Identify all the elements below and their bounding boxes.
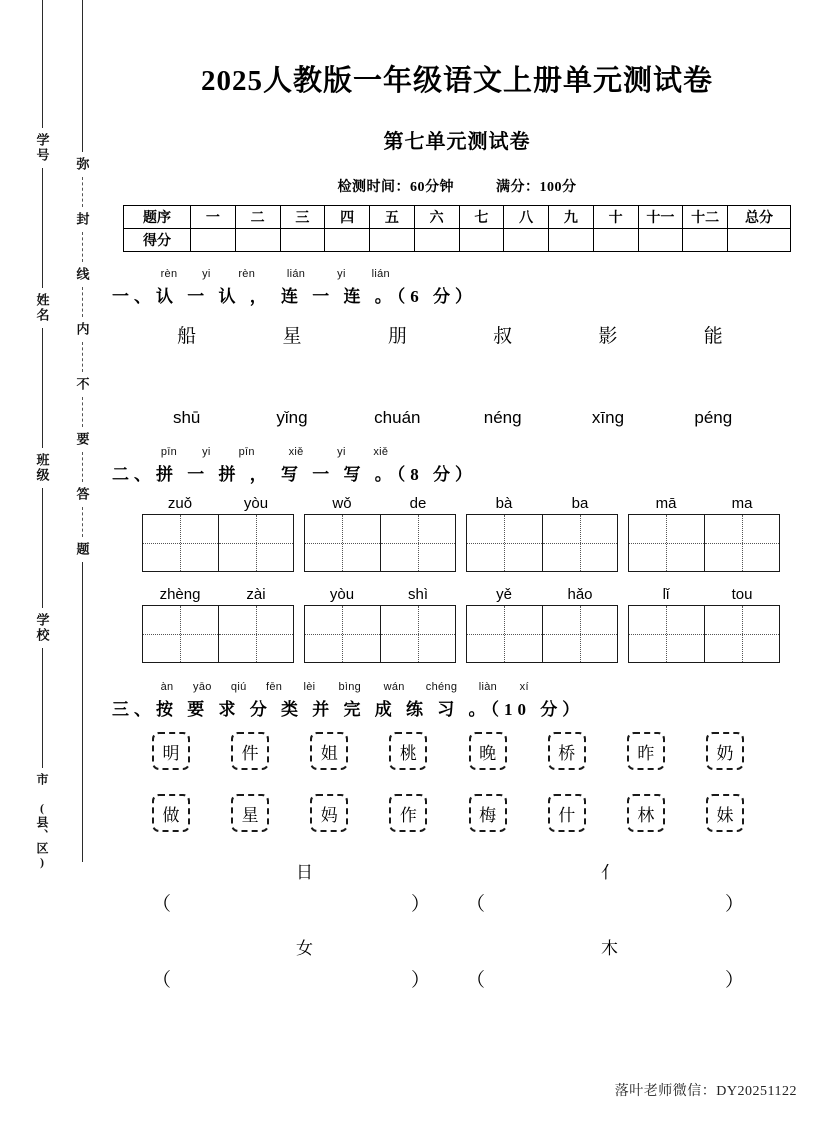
- section-3-pinyin: [112, 681, 802, 695]
- match-character[interactable]: 星: [282, 326, 302, 347]
- radical-label-ri: 日: [296, 863, 313, 882]
- radical-answer-row-1: [112, 889, 802, 916]
- section-1-character-row: [112, 321, 802, 348]
- student-info-column: [22, 0, 62, 1122]
- tianzige-box-pair[interactable]: [304, 514, 456, 572]
- pinyin-syllable: de: [409, 495, 427, 512]
- character-tile[interactable]: 姐: [310, 732, 348, 770]
- character-tile[interactable]: 什: [548, 794, 586, 832]
- pinyin-syllable: wǒ: [332, 495, 352, 512]
- score-col-11: 十一: [638, 206, 683, 229]
- match-pinyin[interactable]: néng: [483, 408, 522, 427]
- tianzige-box-pair[interactable]: [142, 605, 294, 663]
- seal-char-5: 不: [74, 377, 90, 392]
- score-cell-1[interactable]: [191, 229, 236, 252]
- pinyin-syllable: ba: [571, 495, 589, 512]
- paren-close: ）: [410, 970, 430, 991]
- pinyin-token: xí: [519, 681, 529, 693]
- pinyin-token: yāo: [193, 681, 212, 693]
- pinyin-syllable: shì: [407, 586, 428, 603]
- pinyin-token: lián: [371, 268, 390, 280]
- character-tile[interactable]: 妈: [310, 794, 348, 832]
- score-col-9: 九: [549, 206, 594, 229]
- score-cell-11[interactable]: [638, 229, 683, 252]
- score-cell-4[interactable]: [325, 229, 370, 252]
- answer-parens[interactable]: [448, 889, 762, 916]
- writing-group: [142, 495, 294, 572]
- paren-close: ）: [410, 894, 430, 915]
- character-tile[interactable]: 件: [231, 732, 269, 770]
- writing-group-pinyin: [628, 586, 780, 603]
- score-col-10: 十: [593, 206, 638, 229]
- score-col-5: 五: [370, 206, 415, 229]
- pinyin-token: àn: [160, 681, 174, 693]
- score-row-label-question: 题序: [124, 206, 191, 229]
- writing-group-pinyin: [628, 495, 780, 512]
- writing-group: [142, 586, 294, 663]
- pinyin-token: wán: [383, 681, 405, 693]
- character-tile[interactable]: 晚: [469, 732, 507, 770]
- section-1-title: 一、认 一 认 ， 连 一 连 。（6 分）: [112, 287, 477, 306]
- writing-group: [304, 495, 456, 572]
- writing-group: [304, 586, 456, 663]
- section-2-pinyin: [112, 446, 802, 460]
- seal-char-3: 线: [74, 267, 90, 282]
- score-cell-6[interactable]: [414, 229, 459, 252]
- pinyin-token: rèn: [238, 268, 256, 280]
- score-table: [123, 205, 791, 252]
- paper-content: [112, 0, 802, 1122]
- seal-char-6: 要: [74, 432, 90, 447]
- radical-answer-row-2: [112, 965, 802, 992]
- info-field-class: 班级: [34, 453, 50, 483]
- writing-group-pinyin: [466, 586, 618, 603]
- info-field-city-district: 市 (县、区): [35, 773, 49, 870]
- character-tile[interactable]: 梅: [469, 794, 507, 832]
- pinyin-token: yi: [202, 268, 211, 280]
- radical-group-2: [112, 934, 802, 992]
- tianzige-box-pair[interactable]: [304, 605, 456, 663]
- answer-parens[interactable]: [448, 965, 762, 992]
- tianzige-cell[interactable]: [629, 606, 704, 662]
- radical-label-mu: 木: [601, 939, 618, 958]
- character-tile[interactable]: 奶: [706, 732, 744, 770]
- writing-group: [466, 495, 618, 572]
- score-col-4: 四: [325, 206, 370, 229]
- exam-total-score: 满分：100分: [496, 180, 577, 195]
- pinyin-token: qiú: [230, 681, 247, 693]
- pinyin-syllable: yòu: [243, 495, 269, 512]
- radical-label-ren: 亻: [601, 863, 618, 882]
- score-col-7: 七: [459, 206, 504, 229]
- seal-char-1: 弥: [74, 157, 90, 172]
- writing-group: [628, 586, 780, 663]
- exam-meta: [112, 176, 802, 196]
- section-2: [112, 446, 802, 663]
- score-col-2: 二: [235, 206, 280, 229]
- score-col-1: 一: [191, 206, 236, 229]
- score-col-8: 八: [504, 206, 549, 229]
- tianzige-cell[interactable]: [218, 515, 294, 571]
- score-col-6: 六: [414, 206, 459, 229]
- tianzige-cell[interactable]: [305, 515, 380, 571]
- tianzige-cell[interactable]: [467, 515, 542, 571]
- score-cell-8[interactable]: [504, 229, 549, 252]
- section-1-pinyin: [112, 268, 802, 282]
- score-cell-12[interactable]: [683, 229, 728, 252]
- tianzige-cell[interactable]: [143, 606, 218, 662]
- info-field-name: 姓名: [34, 293, 50, 323]
- tianzige-cell[interactable]: [380, 606, 456, 662]
- score-row-label-score: 得分: [124, 229, 191, 252]
- match-character[interactable]: 影: [598, 326, 618, 347]
- pinyin-syllable: zhèng: [159, 586, 201, 603]
- pinyin-token: pīn: [238, 446, 255, 458]
- character-tile[interactable]: 明: [152, 732, 190, 770]
- score-col-total: 总分: [728, 206, 791, 229]
- character-tile[interactable]: 作: [389, 794, 427, 832]
- score-cell-7[interactable]: [459, 229, 504, 252]
- score-cell-2[interactable]: [235, 229, 280, 252]
- score-cell-10[interactable]: [593, 229, 638, 252]
- seal-char-7: 答: [74, 487, 90, 502]
- match-pinyin[interactable]: xīng: [591, 408, 625, 427]
- character-tile[interactable]: 桥: [548, 732, 586, 770]
- section-1-pinyin-row: [112, 408, 802, 428]
- writing-group: [628, 495, 780, 572]
- score-cell-9[interactable]: [549, 229, 594, 252]
- page-subtitle: 第七单元测试卷: [383, 131, 531, 153]
- character-tile[interactable]: 昨: [627, 732, 665, 770]
- table-row-question-no: [124, 206, 791, 229]
- pinyin-syllable: lǐ: [662, 586, 670, 603]
- character-tile[interactable]: 做: [152, 794, 190, 832]
- writing-group-pinyin: [304, 586, 456, 603]
- tianzige-cell[interactable]: [380, 515, 456, 571]
- pinyin-token: yi: [337, 268, 346, 280]
- tianzige-box-pair[interactable]: [628, 514, 780, 572]
- pinyin-token: pīn: [160, 446, 178, 458]
- exam-duration: 检测时间：60分钟: [337, 180, 454, 195]
- pinyin-token: rèn: [160, 268, 178, 280]
- pinyin-syllable: hǎo: [567, 586, 593, 603]
- pinyin-syllable: mā: [655, 495, 677, 512]
- tianzige-box-pair[interactable]: [628, 605, 780, 663]
- pinyin-token: yi: [202, 446, 211, 458]
- seal-char-2: 封: [74, 212, 90, 227]
- pinyin-token: bìng: [338, 681, 362, 693]
- writing-group: [466, 586, 618, 663]
- score-cell-total[interactable]: [728, 229, 791, 252]
- tianzige-cell[interactable]: [629, 515, 704, 571]
- radical-header-row-1: [112, 858, 802, 883]
- paren-open: （: [466, 894, 486, 915]
- pinyin-syllable: yòu: [329, 586, 355, 603]
- score-cell-5[interactable]: [370, 229, 415, 252]
- character-tile[interactable]: 星: [231, 794, 269, 832]
- writing-group-pinyin: [142, 586, 294, 603]
- radical-label-nv: 女: [296, 939, 313, 958]
- character-tile[interactable]: 林: [627, 794, 665, 832]
- writing-group-pinyin: [466, 495, 618, 512]
- tianzige-cell[interactable]: [704, 606, 780, 662]
- writing-group-pinyin: [304, 495, 456, 512]
- pinyin-syllable: bà: [495, 495, 513, 512]
- tianzige-box-pair[interactable]: [466, 605, 618, 663]
- character-tile-row-1: [112, 732, 802, 770]
- paren-open: （: [152, 970, 172, 991]
- table-row-score: [124, 229, 791, 252]
- score-col-12: 十二: [683, 206, 728, 229]
- score-col-3: 三: [280, 206, 325, 229]
- pinyin-token: yi: [337, 446, 346, 458]
- watermark-footer: 落叶老师微信：DY20251122: [614, 1084, 797, 1099]
- character-tile-row-2: [112, 794, 802, 832]
- pinyin-token: xiě: [373, 446, 389, 458]
- tianzige-cell[interactable]: [542, 606, 618, 662]
- pinyin-syllable: tou: [731, 586, 753, 603]
- tianzige-box-pair[interactable]: [142, 514, 294, 572]
- paren-open: （: [466, 970, 486, 991]
- radical-group-1: [112, 858, 802, 916]
- paren-close: ）: [724, 970, 744, 991]
- tianzige-cell[interactable]: [467, 606, 542, 662]
- seal-char-8: 题: [74, 542, 90, 557]
- paren-close: ）: [724, 894, 744, 915]
- pinyin-token: chéng: [425, 681, 458, 693]
- radical-header-row-2: [112, 934, 802, 959]
- answer-parens[interactable]: [134, 965, 448, 992]
- pinyin-token: fēn: [265, 681, 283, 693]
- match-pinyin[interactable]: shū: [172, 408, 201, 427]
- tianzige-cell[interactable]: [143, 515, 218, 571]
- section-2-title: 二、拼 一 拼 ， 写 一 写 。（8 分）: [112, 465, 477, 484]
- pinyin-syllable: ma: [731, 495, 753, 512]
- writing-grid-row-2: [112, 586, 802, 663]
- pinyin-token: liàn: [478, 681, 498, 693]
- tianzige-box-pair[interactable]: [466, 514, 618, 572]
- match-pinyin[interactable]: yǐng: [276, 408, 308, 427]
- match-character[interactable]: 朋: [387, 326, 407, 347]
- section-1: [112, 268, 802, 428]
- match-pinyin[interactable]: péng: [694, 408, 733, 427]
- tianzige-cell[interactable]: [542, 515, 618, 571]
- match-character[interactable]: 能: [703, 326, 723, 347]
- page-title: 2025人教版一年级语文上册单元测试卷: [200, 65, 713, 97]
- score-cell-3[interactable]: [280, 229, 325, 252]
- tianzige-cell[interactable]: [305, 606, 380, 662]
- pinyin-token: lián: [286, 268, 306, 280]
- writing-group-pinyin: [142, 495, 294, 512]
- pinyin-syllable: zuǒ: [167, 495, 193, 512]
- pinyin-syllable: yě: [496, 586, 512, 603]
- character-tile[interactable]: 桃: [389, 732, 427, 770]
- seal-line-column: [62, 0, 102, 1122]
- match-pinyin[interactable]: chuán: [374, 408, 421, 427]
- writing-grid-row-1: [112, 495, 802, 572]
- pinyin-syllable: zài: [246, 586, 266, 603]
- character-tile[interactable]: 妹: [706, 794, 744, 832]
- section-3: [112, 681, 802, 992]
- tianzige-cell[interactable]: [218, 606, 294, 662]
- seal-char-4: 内: [74, 322, 90, 337]
- paren-open: （: [152, 894, 172, 915]
- info-field-school: 学校: [34, 613, 50, 643]
- info-field-student-id: 学号: [34, 133, 50, 163]
- pinyin-token: lèi: [303, 681, 316, 693]
- section-3-title: 三、按 要 求 分 类 并 完 成 练 习 。（10 分）: [112, 700, 585, 719]
- match-character[interactable]: 船: [177, 326, 197, 347]
- tianzige-cell[interactable]: [704, 515, 780, 571]
- match-character[interactable]: 叔: [493, 326, 513, 347]
- pinyin-token: xiě: [288, 446, 304, 458]
- answer-parens[interactable]: [134, 889, 448, 916]
